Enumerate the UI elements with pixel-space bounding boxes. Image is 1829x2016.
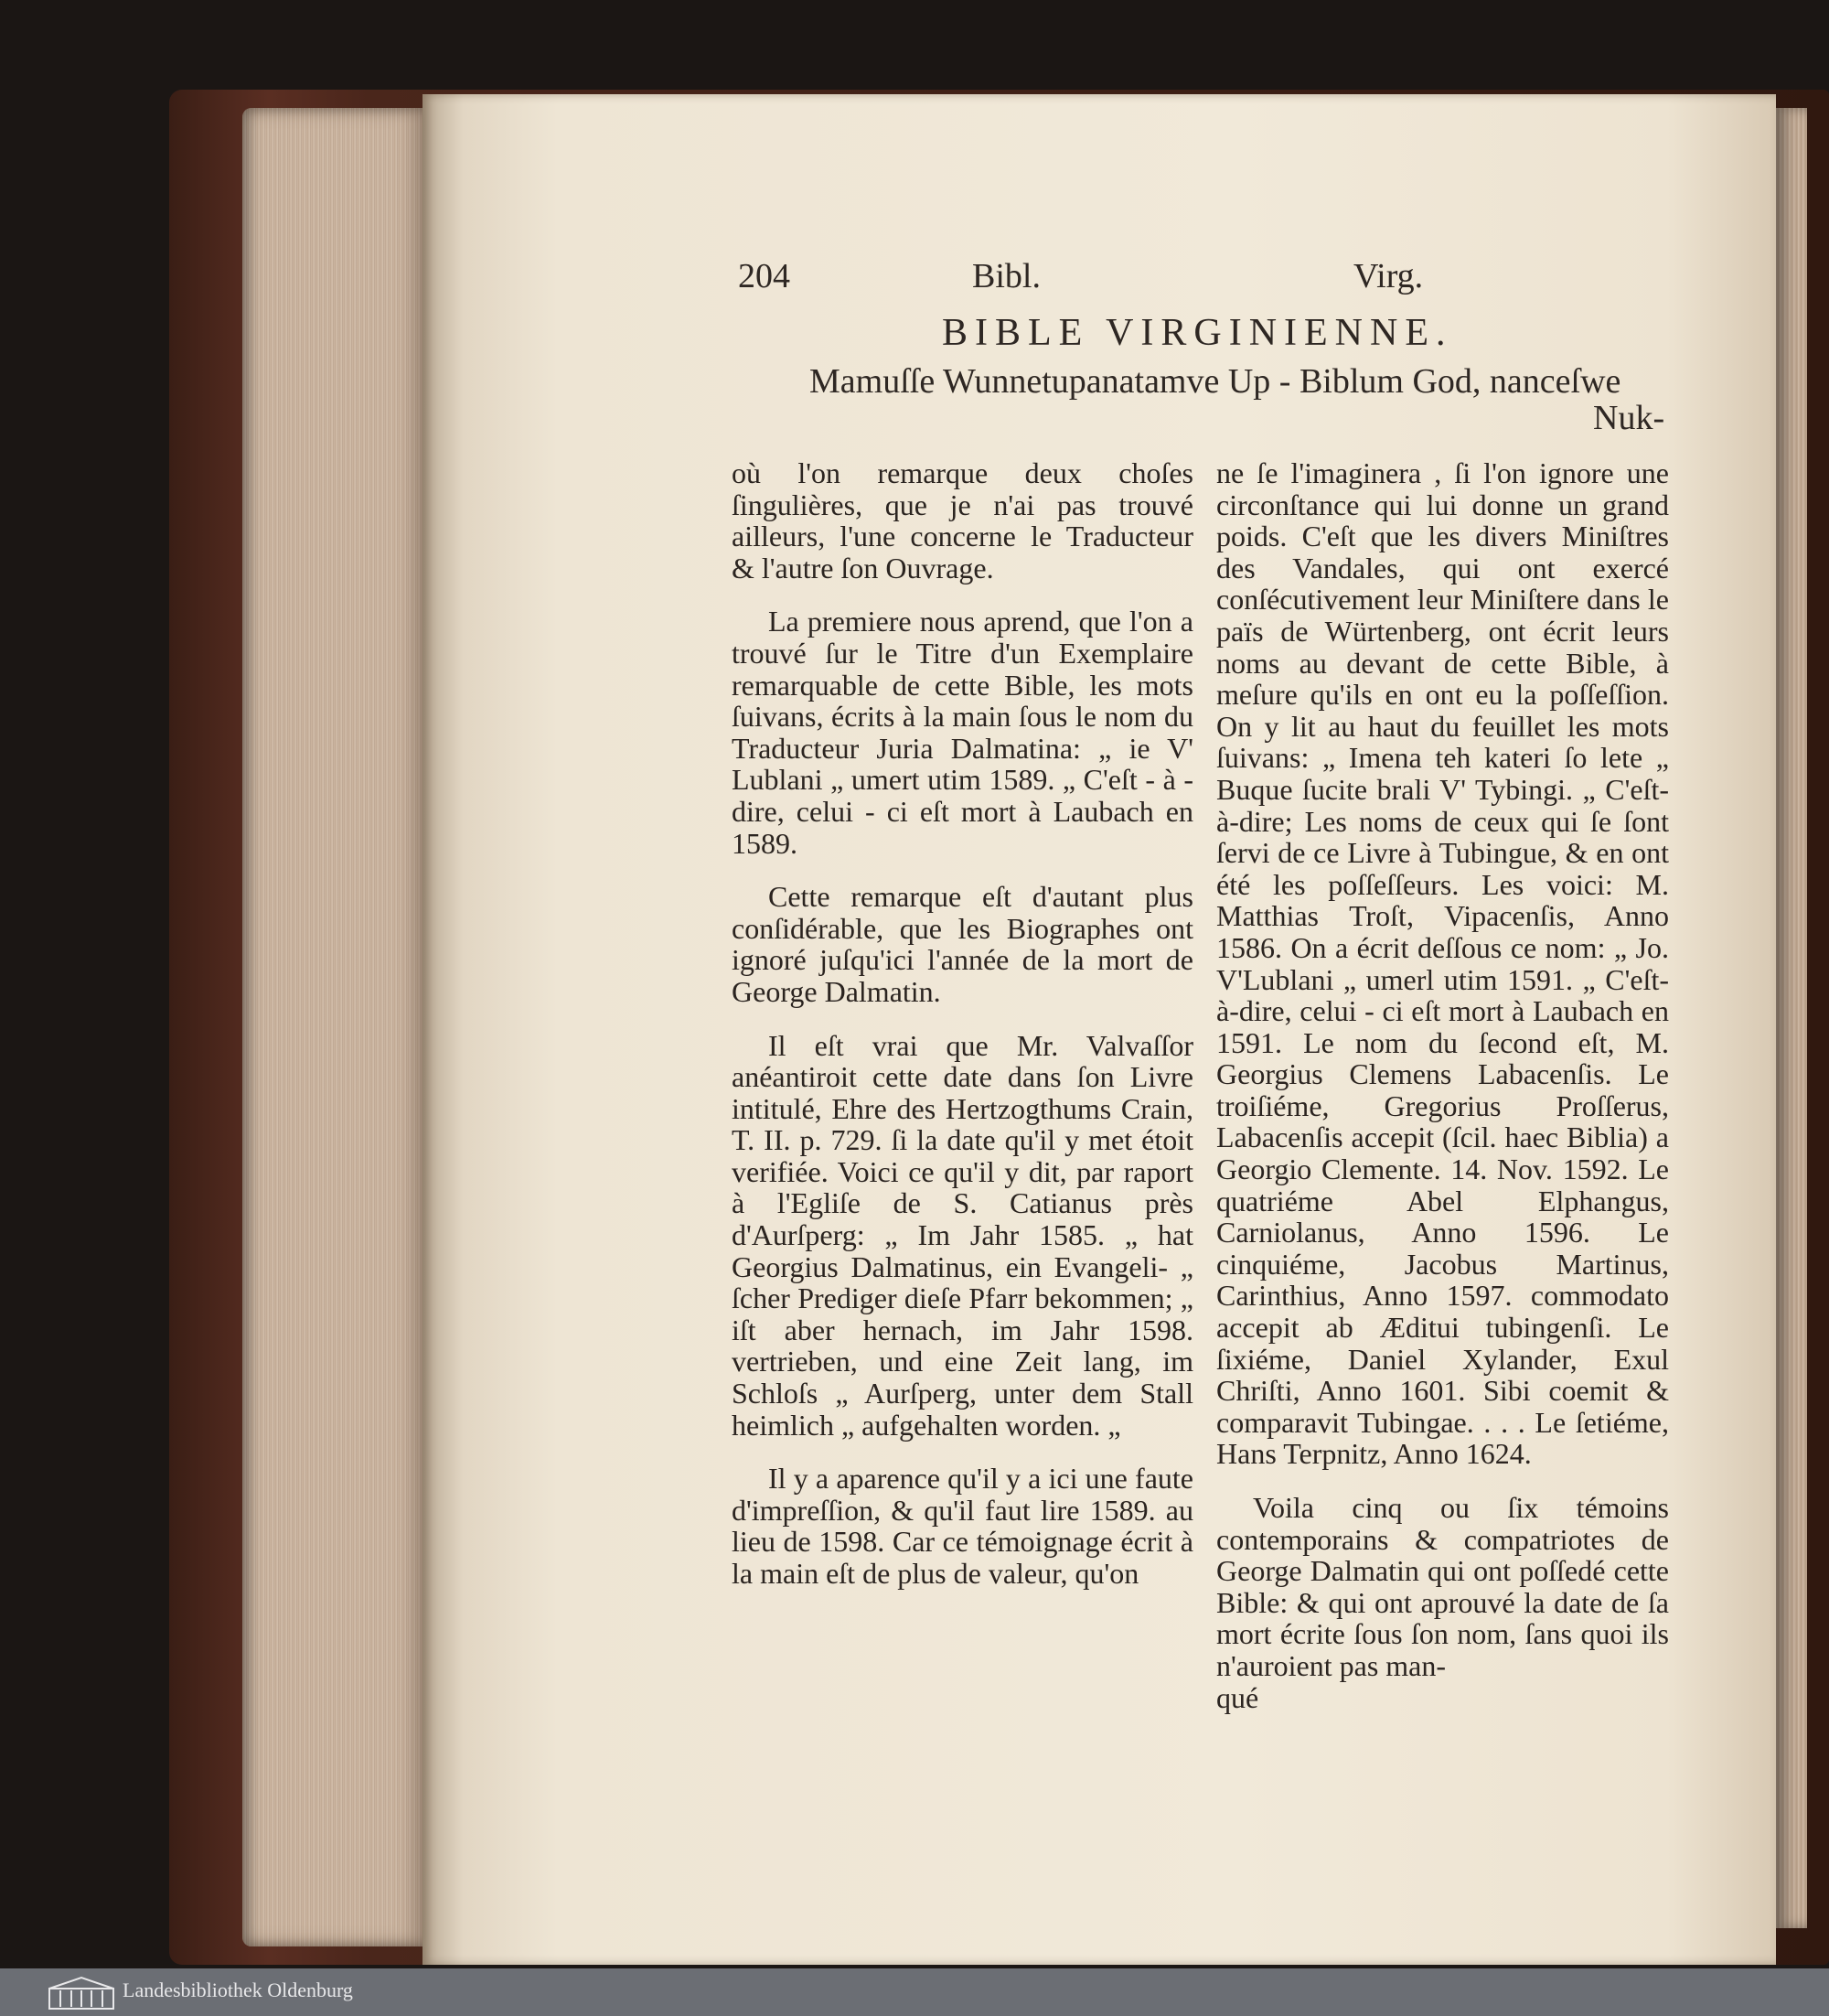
paragraph: Voila cinq ou ſix témoins contemporains & compatriotes de George Dalmatin qui ont poſſedé cette Bible: & qui ont aprouvé la date de ſa mort écrite ſous ſon nom, ſans quoi ils n'auroient pas man- (1216, 1491, 1669, 1682)
paragraph: La premiere nous aprend, que l'on a trouvé ſur le Titre d'un Exemplaire remarquable de cette Bible, les mots ſuivans, écrits à la main ſous le nom du Traducteur Juria Dalmatina: „ ie V' Lublani „ umert utim 1589. „ C'eſt - à - dire, celui - ci eſt mort à Laubach en 1589. (732, 605, 1193, 860)
library-name: Landesbibliothek Oldenburg (123, 1978, 353, 2001)
paragraph: Il y a aparence qu'il y a ici une faute d'impreſſion, & qu'il faut lire 1589. au lieu de 1598. Car ce témoignage écrit à la main eſt de plus de valeur, qu'on (732, 1462, 1193, 1590)
right-page-edges (1776, 108, 1807, 1928)
library-logo-icon (48, 1976, 115, 2011)
paragraph: ne ſe l'imaginera , ſi l'on ignore une circonſtance qui lui donne un grand poids. C'eſt que les divers Miniſtres des Vandales, qui ont exercé conſécutivement leur Miniſtere dans le païs de Würtenberg, ont écrit leurs noms au devant de cette Bible, à meſure qu'ils en ont eu la poſſeſſion. On y lit au haut du feuillet les mots ſuivans: „ Imena teh kateri ſo lete „ Buque ſucite brali V' Tybingi. „ C'eſt-à-dire; Les noms de ceux qui ſe ſont ſervi de ce Livre à Tubingue, & en ont été les poſſeſſeurs. Les voici: M. Matthias Troſt, Vipacenſis, Anno 1586. On a écrit deſſous ce nom: „ Jo. V'Lublani „ umerl utim 1591. „ C'eſt-à-dire, celui - ci eſt mort à Laubach en 1591. Le nom du ſecond eſt, M. Georgius Clemens Labacenſis. Le troiſiéme, Gregorius Proſſerus, Labacenſis accepit (ſcil. haec Biblia) a Georgio Clemente. 14. Nov. 1592. Le quatriéme Abel Elphangus, Carniolanus, Anno 1596. Le cinquiéme, Jacobus Martinus, Carinthius, Anno 1597. commodato accepit ab Æditui tubingenſi. Le ſixiéme, Daniel Xylander, Exul Chriſti, Anno 1601. Sibi coemit & comparavit Tubingae. . . . Le ſetiéme, Hans Terpnitz, Anno 1624. (1216, 456, 1669, 1471)
running-head-right: Virg. (1353, 257, 1424, 295)
page-title: BIBLE VIRGINIENNE. (942, 312, 1453, 354)
page-subtitle-continuation: Nuk- (1593, 399, 1665, 437)
paragraph: Il eſt vrai que Mr. Valvaſſor anéantiroit cette date dans ſon Livre intitulé, Ehre des Hertzogthums Crain, T. II. p. 729. ſi la date qu'il y met étoit verifiée. Voici ce qu'il y dit, par raport à l'Egliſe de S. Catianus près d'Aurſperg: „ Im Jahr 1585. „ hat Georgius Dalmatinus, ein Evangeli- „ ſcher Prediger dieſe Pfarr bekommen; „ iſt aber hernach, im Jahr 1598. vertrieben, und eine Zeit lang, im Schloſs „ Aurſperg, unter dem Stall heimlich „ aufgehalten worden. „ (732, 1028, 1193, 1442)
left-column (732, 457, 1193, 1612)
paragraph: Cette remarque eſt d'autant plus conſidérable, que les Biographes ont ignoré juſqu'ici l'année de la mort de George Dalmatin. (732, 880, 1193, 1008)
page-edges (242, 108, 425, 1946)
page-number: 204 (738, 257, 790, 295)
paragraph: où l'on remarque deux choſes ſingulières, que je n'ai pas trouvé ailleurs, l'une concerne le Traducteur & l'autre ſon Ouvrage. (732, 456, 1193, 584)
running-head-center: Bibl. (972, 257, 1041, 295)
page-subtitle: Mamuſſe Wunnetupanatamve Up - Biblum God, nanceſwe (809, 362, 1621, 401)
right-column (1216, 457, 1669, 1735)
catchword: qué (1216, 1680, 1259, 1714)
